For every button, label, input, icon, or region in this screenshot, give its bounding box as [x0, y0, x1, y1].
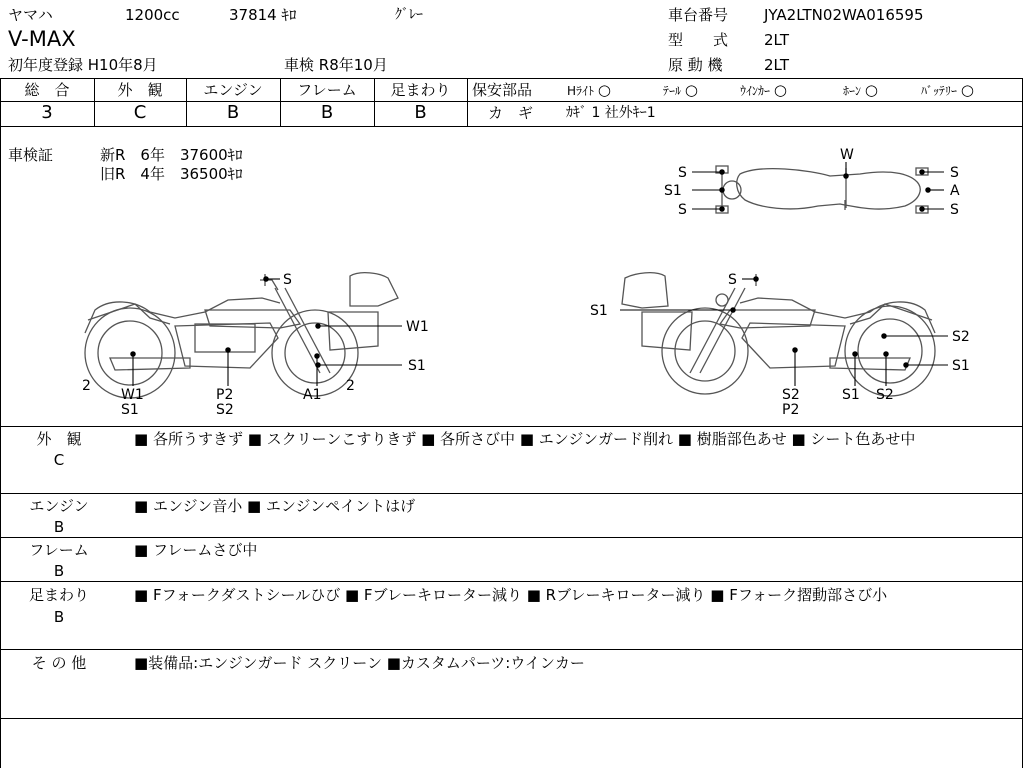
remark-label-engine: エンジン — [29, 497, 89, 515]
remark-text-exterior: ■ 各所うすきず ■ スクリーンこすりきず ■ 各所さび中 ■ エンジンガード削れ ■ 樹脂部色あせ ■ シート色あせ中 — [134, 430, 916, 448]
left-label-s1: S1 — [408, 358, 426, 374]
left-label-w1b: W1 — [121, 387, 144, 403]
grade-header-exterior: 外 観 — [117, 81, 163, 99]
right-label-s2c: S2 — [876, 387, 894, 403]
remark-text-other: ■装備品:エンジンガード スクリーン ■カスタムパーツ:ウインカー — [134, 654, 585, 672]
grade-engine: B — [226, 102, 240, 123]
remark-label-other: そ の 他 — [31, 654, 87, 672]
left-label-a1: A1 — [303, 387, 322, 403]
safety-horn: ﾎｰﾝ ○ — [843, 81, 878, 99]
right-label-s2: S2 — [952, 329, 970, 345]
safety-label: 保安部品 — [472, 81, 533, 99]
chassis-number: JYA2LTN02WA016595 — [764, 6, 924, 24]
left-label-s1b: S1 — [121, 402, 139, 418]
right-label-p2: P2 — [782, 402, 800, 418]
top-label-w: W — [840, 147, 854, 163]
certificate-new: 新R 6年 37600ｷﾛ — [100, 146, 243, 164]
right-label-s: S — [728, 272, 737, 288]
grade-suspension: B — [414, 102, 427, 123]
left-label-w1: W1 — [406, 319, 429, 335]
remark-label-exterior: 外 観 — [36, 430, 82, 448]
right-label-s1b: S1 — [952, 358, 970, 374]
chassis-label: 車台番号 — [668, 6, 729, 24]
grade-exterior: C — [133, 102, 147, 123]
grade-header-suspension: 足まわり — [390, 81, 451, 99]
remark-grade-engine: B — [53, 518, 65, 536]
inspection-expiry: 車検 R8年10月 — [284, 56, 388, 74]
top-label-s4: S — [950, 202, 959, 218]
key-value: ｶｷﾞ 1 社外ｷｰ1 — [566, 105, 656, 121]
safety-winker: ｳｲﾝｶｰ ○ — [740, 81, 787, 99]
right-label-s1: S1 — [590, 303, 608, 319]
certificate-old: 旧R 4年 36500ｷﾛ — [100, 165, 243, 183]
model-name: V-MAX — [8, 27, 76, 51]
remark-grade-suspension: B — [53, 608, 65, 626]
remark-label-frame: フレーム — [29, 541, 89, 559]
left-label-2a: 2 — [82, 378, 91, 394]
bike-diagram — [0, 128, 1022, 426]
top-label-s3: S — [950, 165, 959, 181]
top-label-s1b: S1 — [664, 183, 682, 199]
top-label-s2: S — [678, 202, 687, 218]
remark-text-frame: ■ フレームさび中 — [134, 541, 258, 559]
engine-label: 原 動 機 — [668, 56, 723, 74]
safety-battery: ﾊﾞｯﾃﾘｰ ○ — [921, 81, 974, 99]
grade-header-frame: フレーム — [297, 81, 357, 99]
top-label-a: A — [950, 183, 960, 199]
maker: ヤマハ — [8, 6, 53, 24]
remark-label-suspension: 足まわり — [28, 586, 89, 604]
remark-grade-frame: B — [53, 562, 65, 580]
safety-headlight: Hﾗｲﾄ ○ — [567, 81, 611, 99]
left-label-s2: S2 — [216, 402, 234, 418]
grade-frame: B — [320, 102, 334, 123]
remark-text-engine: ■ エンジン音小 ■ エンジンペイントはげ — [134, 497, 416, 515]
right-label-s2b: S2 — [782, 387, 800, 403]
remark-text-suspension: ■ Fフォークダストシールひび ■ Fブレーキローター減り ■ Rブレーキローター減り ■ Fフォーク摺動部さび小 — [134, 586, 888, 604]
model-code: 2LT — [764, 31, 789, 49]
displacement: 1200cc — [125, 6, 180, 24]
top-label-s1: S — [678, 165, 687, 181]
key-label: カ ギ — [488, 104, 534, 122]
grade-overall: 3 — [41, 102, 53, 123]
remark-grade-exterior: C — [53, 451, 65, 469]
mileage: 37814 ｷﾛ — [229, 6, 297, 24]
engine-code: 2LT — [764, 56, 789, 74]
first-registration: 初年度登録 H10年8月 — [8, 56, 158, 74]
left-label-2b: 2 — [346, 378, 355, 394]
grade-header-engine: エンジン — [203, 81, 263, 99]
grade-header-overall: 総 合 — [24, 81, 70, 99]
left-label-s: S — [283, 272, 292, 288]
left-label-p2: P2 — [216, 387, 234, 403]
color: ｸﾞﾚｰ — [395, 7, 423, 23]
safety-taillight: ﾃｰﾙ ○ — [663, 81, 698, 99]
right-label-s1c: S1 — [842, 387, 860, 403]
certificate-label: 車検証 — [8, 146, 54, 164]
top-view-bike-icon — [716, 166, 928, 213]
right-view-bike-icon — [622, 273, 935, 396]
model-label: 型 式 — [668, 31, 729, 49]
